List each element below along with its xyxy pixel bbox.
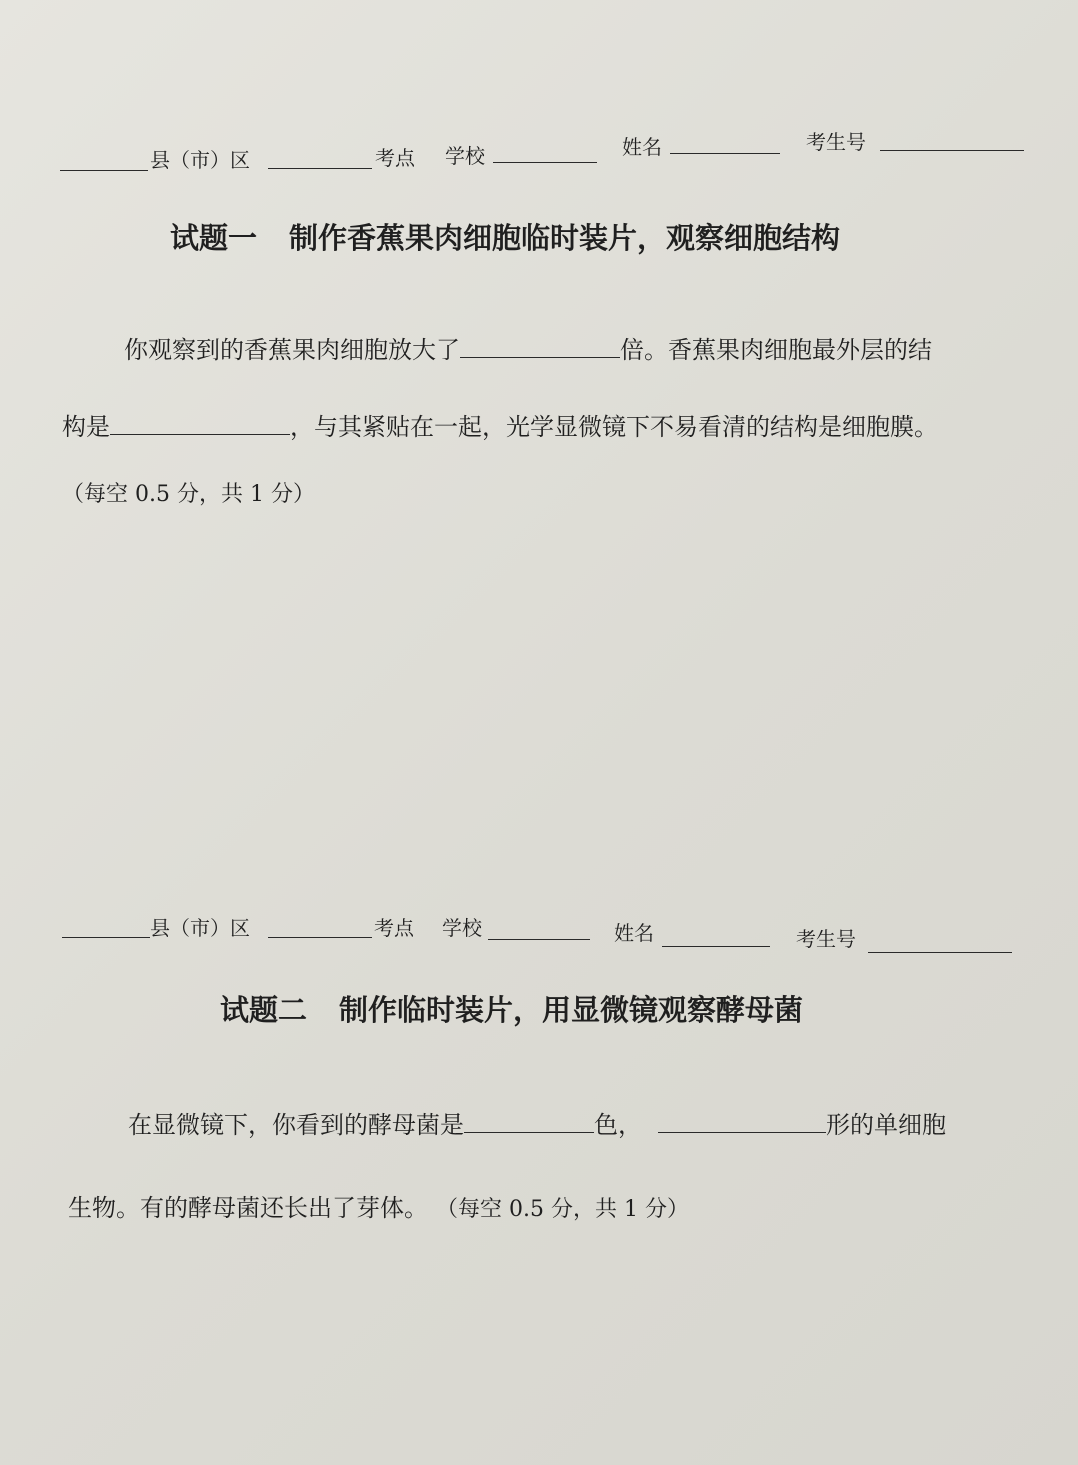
- county-blank-2[interactable]: [62, 937, 150, 938]
- school-label-2: 学校: [442, 916, 482, 940]
- exam-number-label-2: 考生号: [796, 927, 856, 951]
- magnification-blank[interactable]: [460, 335, 620, 358]
- question-1-heading: 制作香蕉果肉细胞临时装片，观察细胞结构: [289, 221, 841, 255]
- q2-text-2: 色，: [594, 1111, 642, 1139]
- yeast-color-blank[interactable]: [464, 1110, 594, 1133]
- question-2-heading: 制作临时装片，用显微镜观察酵母菌: [339, 993, 804, 1027]
- school-label: 学校: [445, 144, 485, 168]
- exam-site-label-2: 考点: [374, 916, 414, 940]
- outer-structure-blank[interactable]: [110, 412, 290, 435]
- exam-site-label: 考点: [375, 146, 415, 170]
- question-2-line-2: [68, 1196, 689, 1221]
- q2-text-4: 生物。有的酵母菌还长出了芽体。: [68, 1194, 428, 1222]
- question-1-number: 试题一: [170, 221, 258, 255]
- exam-number-blank-2[interactable]: [868, 952, 1012, 953]
- name-label: 姓名: [622, 135, 662, 159]
- question-2-score-note: （每空 0.5 分，共 1 分）: [436, 1197, 689, 1222]
- county-blank[interactable]: [60, 170, 148, 171]
- name-label-2: 姓名: [614, 921, 654, 945]
- q2-text-3: 形的单细胞: [826, 1111, 946, 1139]
- yeast-shape-blank[interactable]: [658, 1110, 826, 1133]
- county-label-2: 县（市）区: [150, 916, 250, 940]
- name-blank[interactable]: [670, 153, 780, 154]
- county-label: 县（市）区: [150, 148, 250, 172]
- question-1-score-note: （每空 0.5 分，共 1 分）: [62, 482, 315, 507]
- q1-text-4: ，与其紧贴在一起，光学显微镜下不易看清的结构是细胞膜。: [290, 413, 938, 441]
- q2-text-1: 在显微镜下，你看到的酵母菌是: [128, 1111, 464, 1139]
- q1-text-3: 构是: [62, 413, 110, 441]
- question-1-line-1: [124, 335, 932, 362]
- exam-number-label: 考生号: [806, 130, 866, 154]
- exam-site-blank[interactable]: [268, 168, 372, 169]
- question-2-line-1: [128, 1110, 946, 1137]
- candidate-info-row-2: [0, 918, 1078, 958]
- exam-number-blank[interactable]: [880, 150, 1024, 151]
- q1-text-1: 你观察到的香蕉果肉细胞放大了: [124, 336, 460, 364]
- question-2-number: 试题二: [220, 993, 308, 1027]
- q1-text-2: 倍。香蕉果肉细胞最外层的结: [620, 336, 932, 364]
- question-1-line-2: [62, 412, 938, 439]
- exam-site-blank-2[interactable]: [268, 937, 372, 938]
- school-blank[interactable]: [493, 162, 597, 163]
- candidate-info-row-1: [0, 130, 1078, 180]
- question-1-title: [170, 221, 841, 255]
- question-2-title: [220, 993, 804, 1027]
- name-blank-2[interactable]: [662, 946, 770, 947]
- school-blank-2[interactable]: [488, 939, 590, 940]
